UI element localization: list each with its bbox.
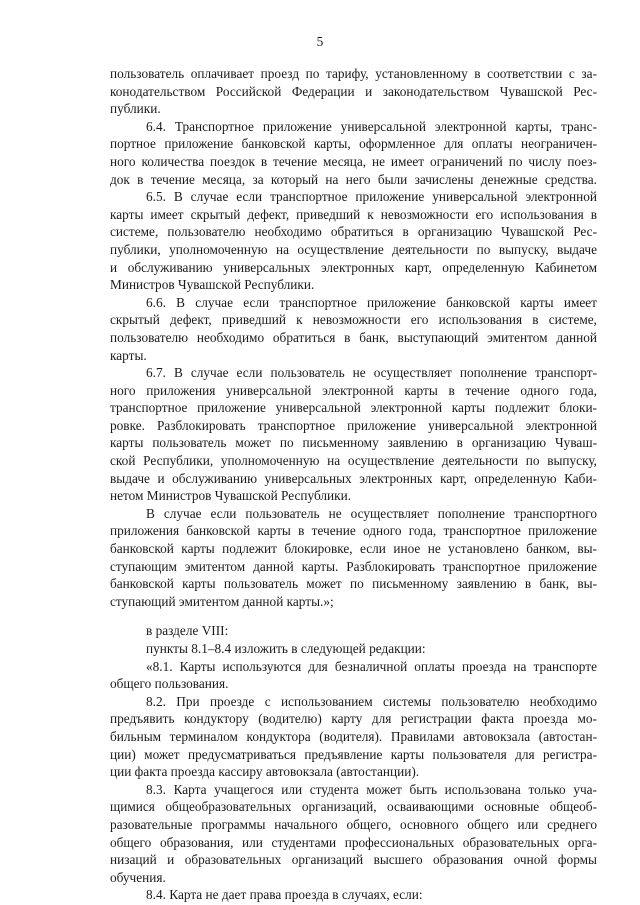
text-line: бильным терминалом кондуктора (водителя). Правилами автовокзала (автостан- bbox=[110, 728, 597, 744]
paragraph bbox=[110, 658, 597, 693]
text-line: публики, уполномоченную на осуществление деятельности по выпуску, выдаче bbox=[110, 241, 597, 257]
text-line: и обслуживанию универсальных электронных карт, определенную Кабинетом bbox=[110, 259, 597, 275]
paragraph bbox=[110, 118, 597, 188]
paragraph bbox=[110, 188, 597, 294]
text-line: предъявить кондуктору (водителю) карту для регистрации факта проезда мо- bbox=[110, 711, 597, 727]
text-line: ции факта проезда кассиру автовокзала (автостанции). bbox=[110, 764, 420, 780]
text-line: банковской карты подлежит блокировке, если иное не установлено банком, вы- bbox=[110, 541, 597, 557]
text-line: карты. bbox=[110, 347, 147, 363]
text-line: публики. bbox=[110, 101, 161, 117]
text-line: 8.3. Карта учащегося или студента может быть использована только уча- bbox=[146, 781, 597, 797]
paragraph bbox=[110, 505, 597, 611]
text-line: нетом Министров Чувашской Республики. bbox=[110, 488, 352, 504]
text-line: общего образования, или студентами профессиональных образовательных орга- bbox=[110, 834, 597, 850]
text-line: 6.4. Транспортное приложение универсальной электронной карты, транс- bbox=[146, 118, 597, 134]
text-line: В случае если пользователь не осуществляет пополнение транспортного bbox=[146, 505, 597, 521]
page-number: 5 bbox=[316, 34, 324, 49]
document-body bbox=[110, 65, 597, 904]
paragraph bbox=[110, 781, 597, 887]
text-line: разовательные программы начального общего, основного общего или среднего bbox=[110, 816, 597, 832]
paragraph bbox=[110, 640, 597, 658]
text-line: транспортное приложение универсальной электронной карты подлежит блоки- bbox=[110, 400, 597, 416]
text-line: системе, пользователю необходимо обратиться в организацию Чувашской Рес- bbox=[110, 224, 597, 240]
paragraph-gap bbox=[110, 610, 597, 622]
text-line: приложения банковской карты в течение одного года, транспортное приложение bbox=[110, 523, 597, 539]
text-line: 6.5. В случае если транспортное приложение универсальной электронной bbox=[146, 189, 597, 205]
text-line: обучения. bbox=[110, 869, 166, 885]
text-line: пользователь оплачивает проезд по тарифу, установленному в соответствии с за- bbox=[110, 66, 597, 81]
text-line: 8.2. При проезде с использованием системы пользователю необходимо bbox=[146, 693, 597, 709]
paragraph bbox=[110, 622, 597, 640]
text-line: ного количества поездок в течение месяца, не имеет ограничений по числу поез- bbox=[110, 153, 597, 169]
text-line: 6.6. В случае если транспортное приложение банковской карты имеет bbox=[146, 294, 597, 310]
text-line: «8.1. Карты используются для безналичной оплаты проезда на транспорте bbox=[146, 658, 597, 674]
text-line: ской Республики, уполномоченную на осуществление деятельности по выпуску, bbox=[110, 453, 597, 469]
text-line: низаций и образовательных организаций высшего образования очной формы bbox=[110, 852, 597, 868]
text-line: ного приложения универсальной электронной карты в течение одного года, bbox=[110, 382, 597, 398]
text-line: ровке. Разблокировать транспортное приложение универсальной электронной bbox=[110, 417, 597, 433]
text-line: пользователю необходимо обратиться в банк, выступающий эмитентом данной bbox=[110, 329, 597, 345]
text-line: док в течение месяца, за который на него были зачислены денежные средства. bbox=[110, 171, 597, 187]
text-line: портное приложение банковской карты, оформленное для оплаты неограничен- bbox=[110, 136, 597, 152]
text-line: Министров Чувашской Республики. bbox=[110, 277, 315, 293]
text-line: 8.4. Карта не дает права проезда в случаях, если: bbox=[146, 887, 423, 903]
text-line: щимися общеобразовательных организаций, осваивающими основные общеоб- bbox=[110, 799, 597, 815]
paragraph bbox=[110, 65, 597, 118]
text-line: конодательством Российской Федерации и законодательством Чувашской Рес- bbox=[110, 83, 597, 99]
text-line: общего пользования. bbox=[110, 676, 229, 692]
text-line: карты имеет скрытый дефект, приведший к невозможности его использования в bbox=[110, 206, 597, 222]
paragraph bbox=[110, 294, 597, 364]
text-line: ции) может предусматриваться предъявление карты пользователя для регистра- bbox=[110, 746, 597, 762]
text-line: скрытый дефект, приведший к невозможности его использования в системе, bbox=[110, 312, 597, 328]
text-line: в разделе VIII: bbox=[146, 623, 229, 639]
paragraph bbox=[110, 364, 597, 505]
text-line: выдаче и обслуживанию универсальных электронных карт, определенную Каби- bbox=[110, 470, 597, 486]
paragraph bbox=[110, 886, 597, 904]
text-line: ступающий эмитентом данной карты.»; bbox=[110, 593, 334, 609]
text-line: пункты 8.1–8.4 изложить в следующей редакции: bbox=[146, 641, 426, 656]
text-line: ступающим эмитентом данной карты. Разблокировать транспортное приложение bbox=[110, 558, 597, 574]
paragraph bbox=[110, 693, 597, 781]
text-line: карты пользователь может по письменному заявлению в организацию Чуваш- bbox=[110, 435, 597, 451]
text-line: банковской карты пользователь может по письменному заявлению в банк, вы- bbox=[110, 576, 597, 592]
text-line: 6.7. В случае если пользователь не осуществляет пополнение транспорт- bbox=[146, 365, 597, 381]
